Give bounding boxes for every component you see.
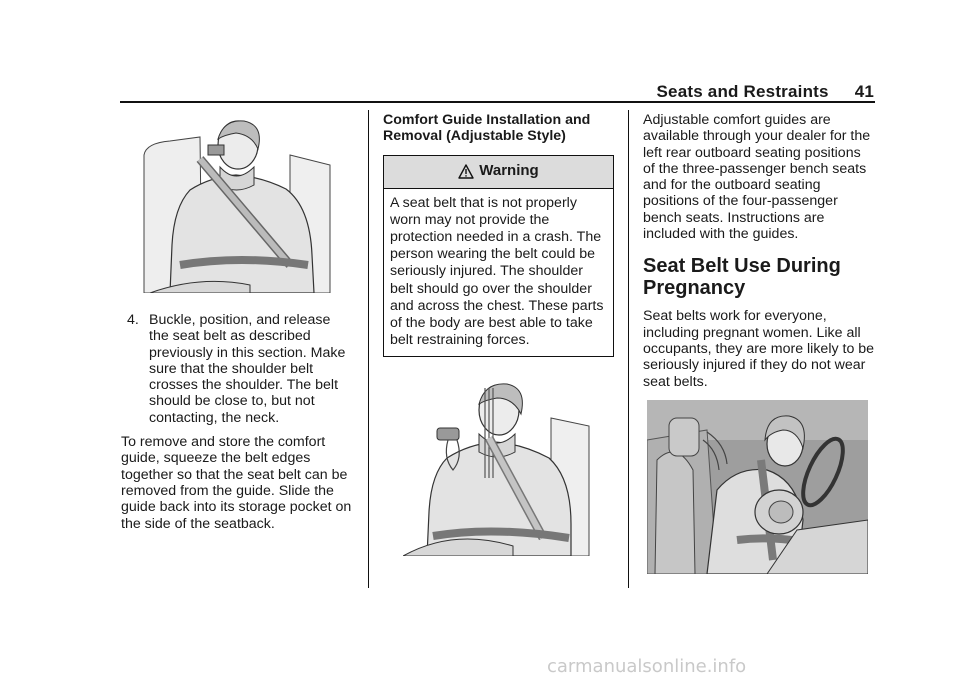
column-2 [383, 112, 615, 367]
header-rule [120, 101, 875, 103]
column-divider-1 [368, 110, 369, 588]
warning-header [384, 156, 613, 189]
step-number: 4. [127, 312, 139, 328]
illustration-adjustable-comfort-guide [403, 378, 591, 556]
subheading: Comfort Guide Installation and Removal (Adjustable Style) [383, 112, 591, 145]
warning-box [383, 155, 614, 358]
illustration-comfort-guide-belt [140, 115, 334, 293]
column-3 [643, 112, 875, 390]
column-1 [121, 312, 354, 532]
warning-title: Warning [479, 162, 539, 180]
running-head [657, 82, 875, 102]
storage-paragraph: To remove and store the comfort guide, squeeze the belt edges together so that the seat belt can be removed from the guide. Slide the guide back into its storage pocket on the side of the seatback. [121, 434, 352, 532]
footer-watermark: carmanualsonline.info [547, 656, 747, 677]
step-4 [127, 312, 354, 426]
warning-text: A seat belt that is not properly worn may not provide the protection needed in a crash. The person wearing the belt could be seriously injured. The shoulder belt should go over the shoulder and across the chest. These parts of the body are best able to take belt restraining forces. [390, 194, 604, 349]
comfort-guides-paragraph: Adjustable comfort guides are available through your dealer for the left rear outboard seating positions of the three-passenger bench seats and for the outboard seating positions of the four-passenger bench seats. Instructions are included with the guides. [643, 112, 871, 243]
step-text: Buckle, position, and release the seat belt as described previously in this section. Make sure that the shoulder belt crosses the shoulder. The belt should be close to, but not contacting, the neck. [149, 312, 346, 426]
illustration-pregnant-driver [647, 400, 868, 574]
warning-triangle-icon [458, 164, 474, 179]
pregnancy-paragraph: Seat belts work for everyone, including pregnant women. Like all occupants, they are more likely to be seriously injured if they do not wear seat belts. [643, 308, 875, 390]
page-number: 41 [854, 82, 874, 101]
column-divider-2 [628, 110, 629, 588]
section-heading: Seat Belt Use During Pregnancy [643, 255, 841, 300]
section-title: Seats and Restraints [656, 82, 829, 101]
